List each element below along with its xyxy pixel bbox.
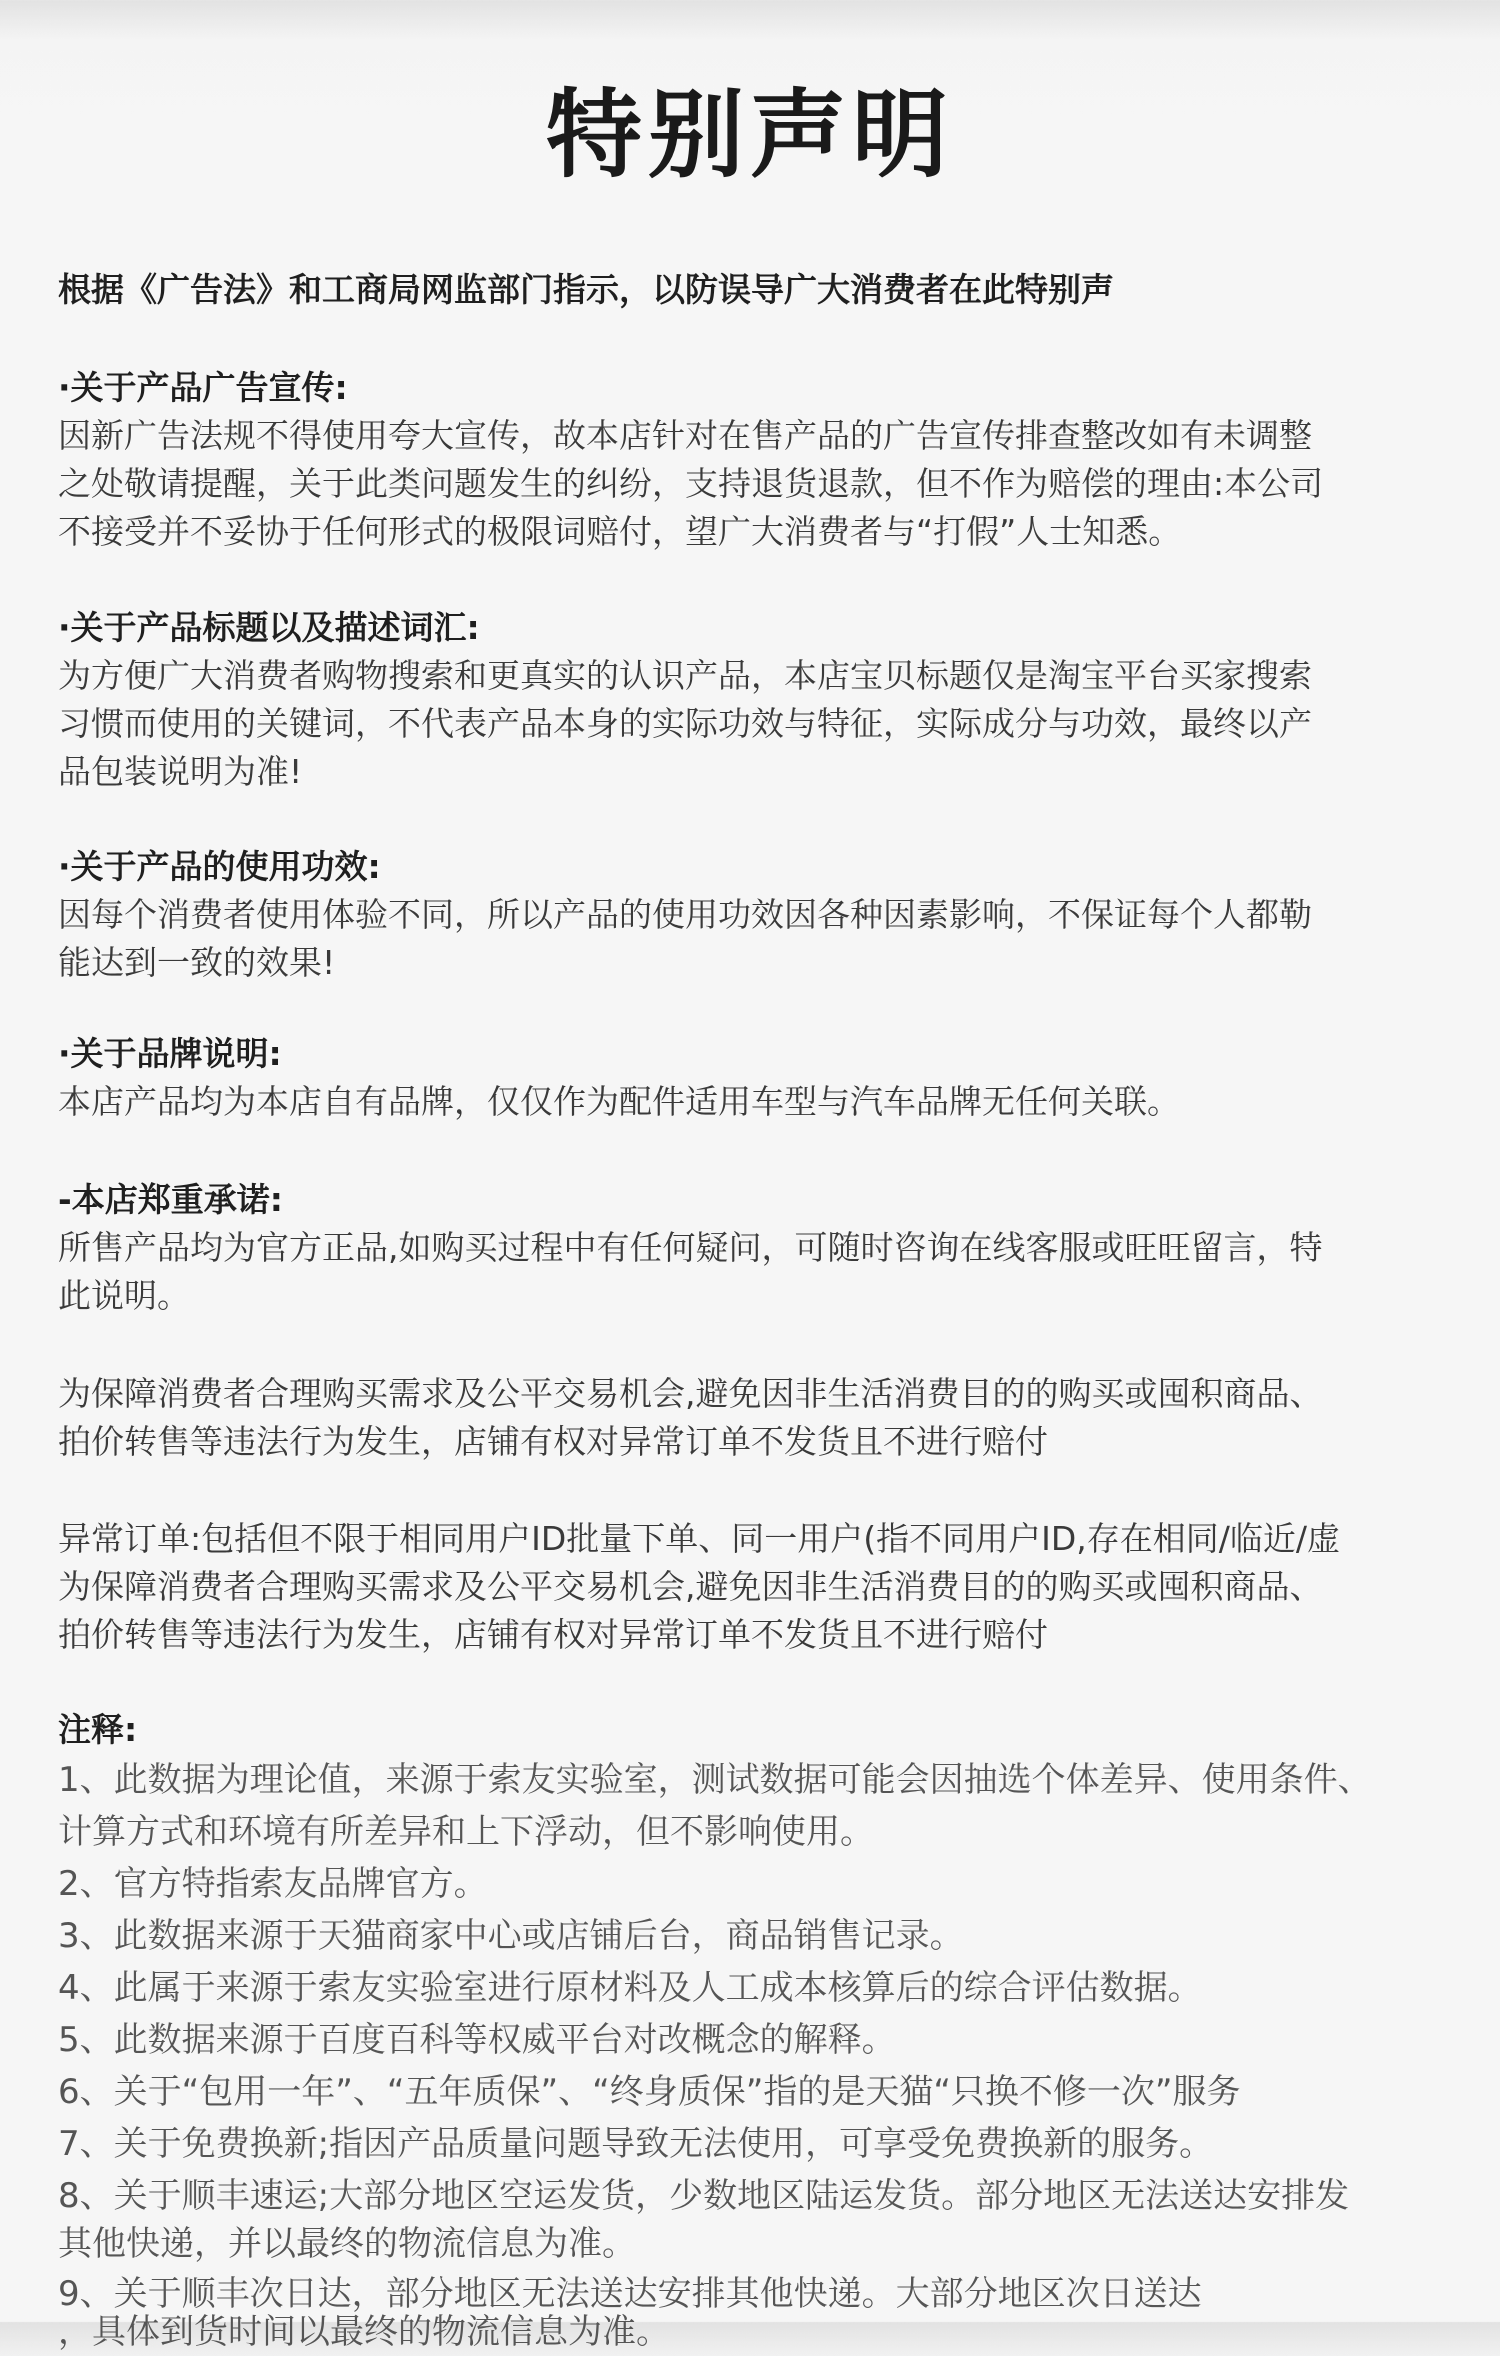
section-heading-effect: ·关于产品的使用功效: [58,847,381,886]
note-line: 5、此数据来源于百度百科等权威平台对改概念的解释。 [58,2020,896,2060]
note-line: 4、此属于来源于索友实验室进行原材料及人工成本核算后的综合评估数据。 [58,1968,1202,2008]
section-heading-brand: ·关于品牌说明: [58,1034,282,1073]
intro-text: 根据《广告法》和工商局网监部门指示，以防误导广大消费者在此特别声 [58,270,1114,309]
section-line: 因每个消费者使用体验不同，所以产品的使用功效因各种因素影响，不保证每个人都勒 [58,895,1312,934]
note-line: 7、关于免费换新;指因产品质量问题导致无法使用，可享受免费换新的服务。 [58,2124,1214,2164]
paragraph-line: 为保障消费者合理购买需求及公平交易机会,避免因非生活消费目的的购买或囤积商品、 [58,1374,1323,1413]
section-line: 品包装说明为准! [58,752,303,791]
section-line: 不接受并不妥协于任何形式的极限词赔付，望广大消费者与“打假”人士知悉。 [58,512,1182,551]
note-line: 9、关于顺丰次日达，部分地区无法送达安排其他快递。大部分地区次日送达 [58,2274,1202,2314]
note-line: 其他快递，并以最终的物流信息为准。 [58,2224,636,2264]
section-line: 习惯而使用的关键词，不代表产品本身的实际功效与特征，实际成分与功效，最终以产 [58,704,1312,743]
note-line: ，具体到货时间以最终的物流信息为准。 [58,2312,670,2352]
section-line: 为方便广大消费者购物搜索和更真实的认识产品，本店宝贝标题仅是淘宝平台买家搜索 [58,656,1312,695]
page-title: 特别声明 [546,79,954,191]
section-line: 因新广告法规不得使用夸大宣传，故本店针对在售产品的广告宣传排查整改如有未调整 [58,416,1312,455]
section-line: 所售产品均为官方正品,如购买过程中有任何疑问，可随时咨询在线客服或旺旺留言，特 [58,1228,1323,1267]
note-line: 计算方式和环境有所差异和上下浮动，但不影响使用。 [58,1812,874,1852]
notes-heading: 注释: [58,1710,138,1749]
paragraph-line: 异常订单:包括但不限于相同用户ID批量下单、同一用户(指不同用户ID,存在相同/临近/虚 [58,1519,1341,1558]
note-line: 2、官方特指索友品牌官方。 [58,1864,488,1904]
note-line: 8、关于顺丰速运;大部分地区空运发货，少数地区陆运发货。部分地区无法送达安排发 [58,2176,1350,2216]
paragraph-line: 拍价转售等违法行为发生，店铺有权对异常订单不发货且不进行赔付 [58,1422,1048,1461]
section-heading-title: ·关于产品标题以及描述词汇: [58,608,480,647]
note-line: 6、关于“包用一年”、“五年质保”、“终身质保”指的是天猫“只换不修一次”服务 [58,2072,1241,2112]
note-line: 1、此数据为理论值，来源于索友实验室，测试数据可能会因抽选个体差异、使用条件、 [58,1760,1372,1800]
section-heading-promise: -本店郑重承诺: [58,1180,283,1219]
section-line: 本店产品均为本店自有品牌，仅仅作为配件适用车型与汽车品牌无任何关联。 [58,1082,1180,1121]
paragraph-line: 为保障消费者合理购买需求及公平交易机会,避免因非生活消费目的的购买或囤积商品、 [58,1567,1323,1606]
section-line: 此说明。 [58,1276,190,1315]
note-line: 3、此数据来源于天猫商家中心或店铺后台，商品销售记录。 [58,1916,964,1956]
section-line: 之处敬请提醒，关于此类问题发生的纠纷，支持退货退款，但不作为赔偿的理由:本公司 [58,464,1324,503]
section-heading-ad: ·关于产品广告宣传: [58,368,348,407]
paragraph-line: 拍价转售等违法行为发生，店铺有权对异常订单不发货且不进行赔付 [58,1615,1048,1654]
section-line: 能达到一致的效果! [58,943,336,982]
